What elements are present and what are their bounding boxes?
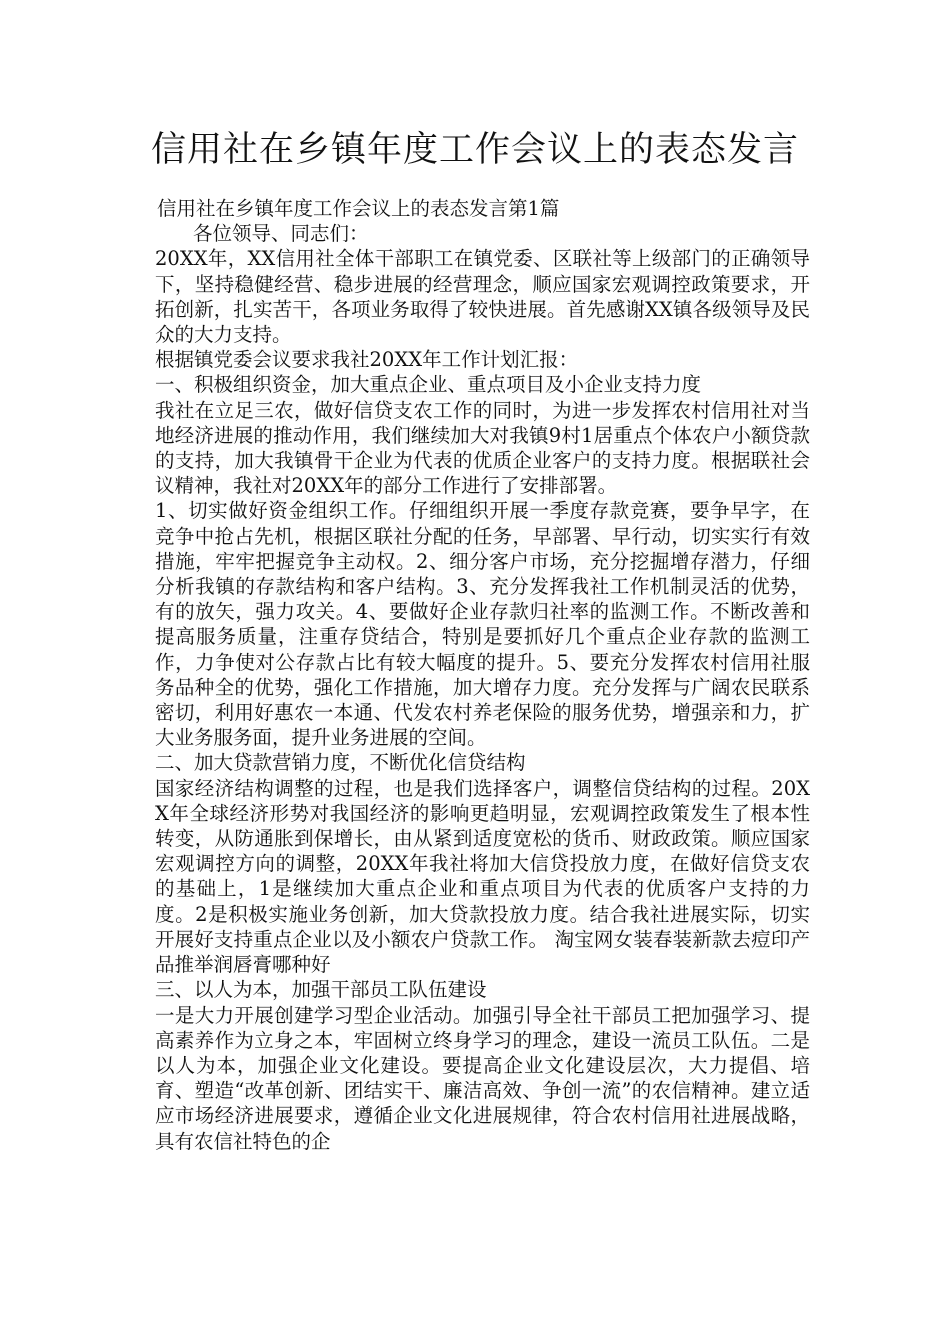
salutation: 各位领导、同志们： — [193, 222, 369, 246]
paragraph-heading: 二、加大贷款营销力度，不断优化信贷结构 — [155, 751, 526, 775]
paragraph: 国家经济结构调整的过程，也是我们选择客户，调整信贷结构的过程。20XX年全球经济形势对我国经济的影响更趋明显，宏观调控政策发生了根本性转变，从防通胀到保增长，由从紧到适度宽松的货币、财政政策。顺应国家宏观调控方向的调整，20XX年我社将加大信贷投放力度，在做好信贷支农的基础上，1是继续加大重点企业和重点项目为代表的优质客户支持的力度。2是积极实施业务创新，加大贷款投放力度。结合我社进展实际，切实开展好支持重点企业以及小额农户贷款工作。 淘宝网女装春装新款去痘印产品推举润唇膏哪种好 — [155, 776, 810, 977]
paragraph: 根据镇党委会议要求我社20XX年工作计划汇报： — [155, 348, 579, 372]
document-title: 信用社在乡镇年度工作会议上的表态发言 — [150, 130, 799, 170]
document-body — [145, 196, 810, 1154]
paragraph-heading: 一、积极组织资金，加大重点企业、重点项目及小企业支持力度 — [155, 373, 702, 397]
paragraph: 1、切实做好资金组织工作。仔细组织开展一季度存款竞赛，要争早字，在竞争中抢占先机，根据区联社分配的任务，早部署、早行动，切实实行有效措施，牢牢把握竞争主动权。2、细分客户市场，充分挖掘增存潜力，仔细分析我镇的存款结构和客户结构。3、充分发挥我社工作机制灵活的优势，有的放矢，强力攻关。4、要做好企业存款归社率的监测工作。不断改善和提高服务质量，注重存贷结合，特别是要抓好几个重点企业存款的监测工作，力争使对公存款占比有较大幅度的提升。5、要充分发挥农村信用社服务品种全的优势，强化工作措施，加大增存力度。充分发挥与广阔农民联系密切，利用好惠农一本通、代发农村养老保险的服务优势，增强亲和力，扩大业务服务面，提升业务进展的空间。 — [155, 499, 810, 750]
paragraph: 20XX年，XX信用社全体干部职工在镇党委、区联社等上级部门的正确领导下，坚持稳健经营、稳步进展的经营理念，顺应国家宏观调控政策要求，开拓创新，扎实苦干，各项业务取得了较快进展。首先感谢XX镇各级领导及民众的大力支持。 — [155, 247, 810, 347]
paragraph: 我社在立足三农，做好信贷支农工作的同时，为进一步发挥农村信用社对当地经济进展的推动作用，我们继续加大对我镇9村1居重点个体农户小额贷款的支持，加大我镇骨干企业为代表的优质企业客户的支持力度。根据联社会议精神，我社对20XX年的部分工作进行了安排部署。 — [155, 398, 810, 498]
paragraph-heading: 三、以人为本，加强干部员工队伍建设 — [155, 978, 487, 1002]
paragraph: 一是大力开展创建学习型企业活动。加强引导全社干部员工把加强学习、提高素养作为立身之本，牢固树立终身学习的理念，建设一流员工队伍。二是以人为本，加强企业文化建设。要提高企业文化建设层次，大力提倡、培育、塑造“改革创新、团结实干、廉洁高效、争创一流”的农信精神。建立适应市场经济进展要求，遵循企业文化进展规律，符合农村信用社进展战略，具有农信社特色的企 — [155, 1003, 810, 1153]
section-heading: 信用社在乡镇年度工作会议上的表态发言第1篇 — [157, 197, 560, 220]
